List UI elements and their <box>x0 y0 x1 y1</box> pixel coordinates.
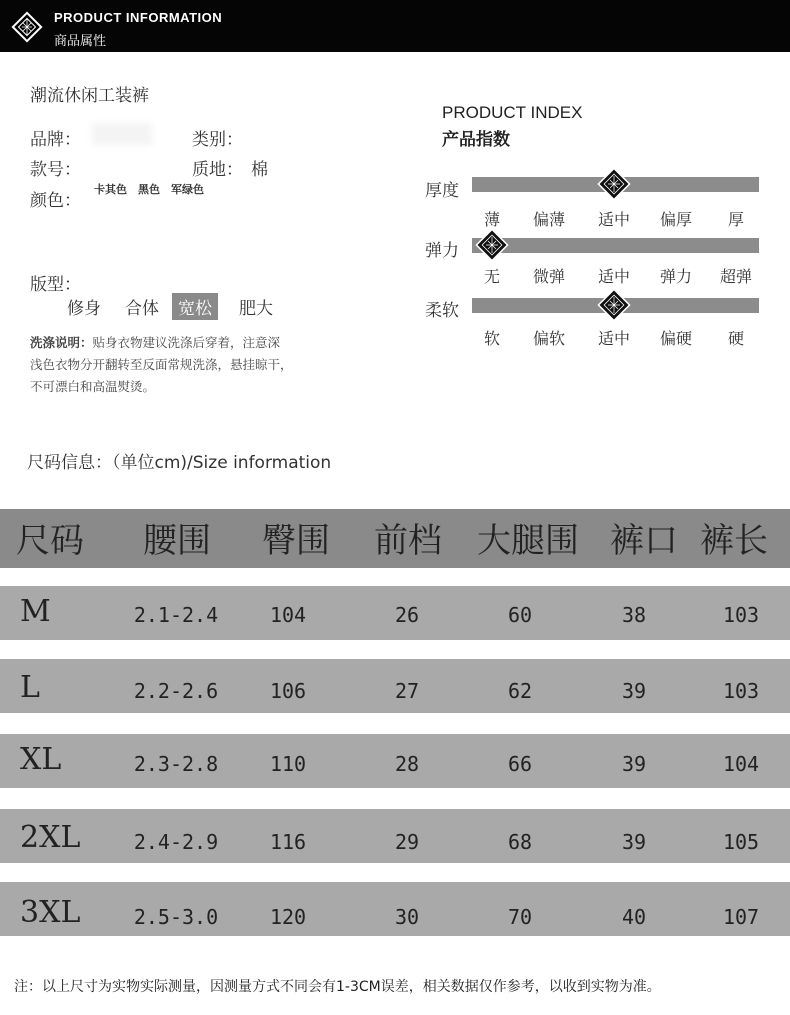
table-size-cell: M <box>20 594 51 629</box>
table-cell: 2.3-2.8 <box>133 752 219 776</box>
index-tick-label: 偏厚 <box>659 210 692 229</box>
table-cell: 105 <box>722 830 760 854</box>
table-cell: 104 <box>722 752 760 776</box>
index-tick-label: 适中 <box>597 210 630 229</box>
table-cell: 39 <box>621 679 647 703</box>
brand-label: 品牌： <box>30 130 81 150</box>
table-cell: 103 <box>722 679 760 703</box>
table-cell: 60 <box>507 603 533 627</box>
fit-option: 合体 <box>125 299 159 319</box>
index-tick-label: 硬 <box>727 329 744 348</box>
care-title: 洗涤说明： <box>30 335 93 350</box>
diamond-logo-icon <box>10 10 44 44</box>
care-line: 贴身衣物建议洗涤后穿着，注意深 <box>92 335 281 350</box>
table-header-cell: 腰围 <box>143 521 211 561</box>
fit-option: 肥大 <box>239 299 273 319</box>
table-cell: 103 <box>722 603 760 627</box>
table-size-cell: 3XL <box>20 895 81 930</box>
care-line: 浅色衣物分开翻转至反面常规洗涤，悬挂晾干， <box>30 357 293 372</box>
fit-option-selected: 宽松 <box>172 293 218 320</box>
index-tick-label: 厚 <box>727 210 744 229</box>
header-bar <box>0 0 790 52</box>
fit-label: 版型： <box>30 275 81 295</box>
header-title-en: PRODUCT INFORMATION <box>54 10 223 25</box>
table-header-cell: 前档 <box>374 521 442 561</box>
material-label: 质地： <box>192 160 243 180</box>
index-tick-label: 偏薄 <box>532 210 565 229</box>
table-cell: 2.1-2.4 <box>133 603 219 627</box>
table-cell: 62 <box>507 679 533 703</box>
index-tick-label: 无 <box>483 267 500 286</box>
material-value: 棉 <box>251 160 268 180</box>
table-size-cell: L <box>20 670 40 705</box>
index-tick-label: 适中 <box>597 329 630 348</box>
table-cell: 26 <box>394 603 420 627</box>
table-cell: 28 <box>394 752 420 776</box>
index-title-en: PRODUCT INDEX <box>442 103 583 122</box>
index-marker-diamond-icon <box>475 228 509 262</box>
style-no-label: 款号： <box>30 160 81 180</box>
table-cell: 38 <box>621 603 647 627</box>
index-scale-label: 弹力 <box>425 241 459 261</box>
table-cell: 106 <box>269 679 307 703</box>
size-info-label: 尺码信息：（单位cm)/Size information <box>27 453 332 473</box>
index-scale-bar <box>472 238 759 253</box>
table-header-cell: 大腿围 <box>477 521 579 561</box>
table-header-cell: 尺码 <box>16 521 84 561</box>
table-header-cell: 臀围 <box>262 521 330 561</box>
category-label: 类别： <box>192 130 243 150</box>
care-line: 不可漂白和高温熨烫。 <box>30 379 156 394</box>
table-cell: 70 <box>507 905 533 929</box>
index-marker-diamond-icon <box>597 288 631 322</box>
table-cell: 110 <box>269 752 307 776</box>
table-cell: 2.2-2.6 <box>133 679 219 703</box>
footnote: 注：以上尺寸为实物实际测量，因测量方式不同会有1-3CM误差，相关数据仅作参考，以收到实物为准。 <box>14 979 661 995</box>
index-tick-label: 微弹 <box>532 267 565 286</box>
product-name: 潮流休闲工装裤 <box>30 86 149 106</box>
color-label: 颜色： <box>30 191 81 211</box>
color-option: 黑色 <box>138 183 160 196</box>
color-option: 军绿色 <box>171 183 204 196</box>
table-header-cell: 裤长 <box>700 521 768 561</box>
index-tick-label: 弹力 <box>659 267 692 286</box>
index-tick-label: 软 <box>483 329 500 348</box>
table-cell: 30 <box>394 905 420 929</box>
table-cell: 39 <box>621 752 647 776</box>
table-cell: 116 <box>269 830 307 854</box>
index-scale-label: 厚度 <box>425 181 459 201</box>
index-tick-label: 薄 <box>483 210 500 229</box>
index-tick-label: 偏软 <box>532 329 565 348</box>
index-title-zh: 产品指数 <box>442 130 510 150</box>
table-size-cell: XL <box>20 742 62 777</box>
fit-option: 修身 <box>67 299 101 319</box>
table-cell: 2.4-2.9 <box>133 830 219 854</box>
index-tick-label: 偏硬 <box>659 329 692 348</box>
table-cell: 104 <box>269 603 307 627</box>
header-title-zh: 商品属性 <box>54 34 107 49</box>
table-cell: 68 <box>507 830 533 854</box>
table-cell: 66 <box>507 752 533 776</box>
table-cell: 40 <box>621 905 647 929</box>
color-option: 卡其色 <box>94 183 127 196</box>
brand-value-blurred <box>92 123 152 145</box>
table-size-cell: 2XL <box>20 820 81 855</box>
table-cell: 27 <box>394 679 420 703</box>
index-marker-diamond-icon <box>597 167 631 201</box>
index-tick-label: 适中 <box>597 267 630 286</box>
table-cell: 29 <box>394 830 420 854</box>
table-header-cell: 裤口 <box>610 521 678 561</box>
index-scale-label: 柔软 <box>425 301 459 321</box>
table-cell: 39 <box>621 830 647 854</box>
table-cell: 120 <box>269 905 307 929</box>
table-cell: 2.5-3.0 <box>133 905 219 929</box>
care-instructions <box>30 332 293 398</box>
index-tick-label: 超弹 <box>719 267 752 286</box>
table-cell: 107 <box>722 905 760 929</box>
